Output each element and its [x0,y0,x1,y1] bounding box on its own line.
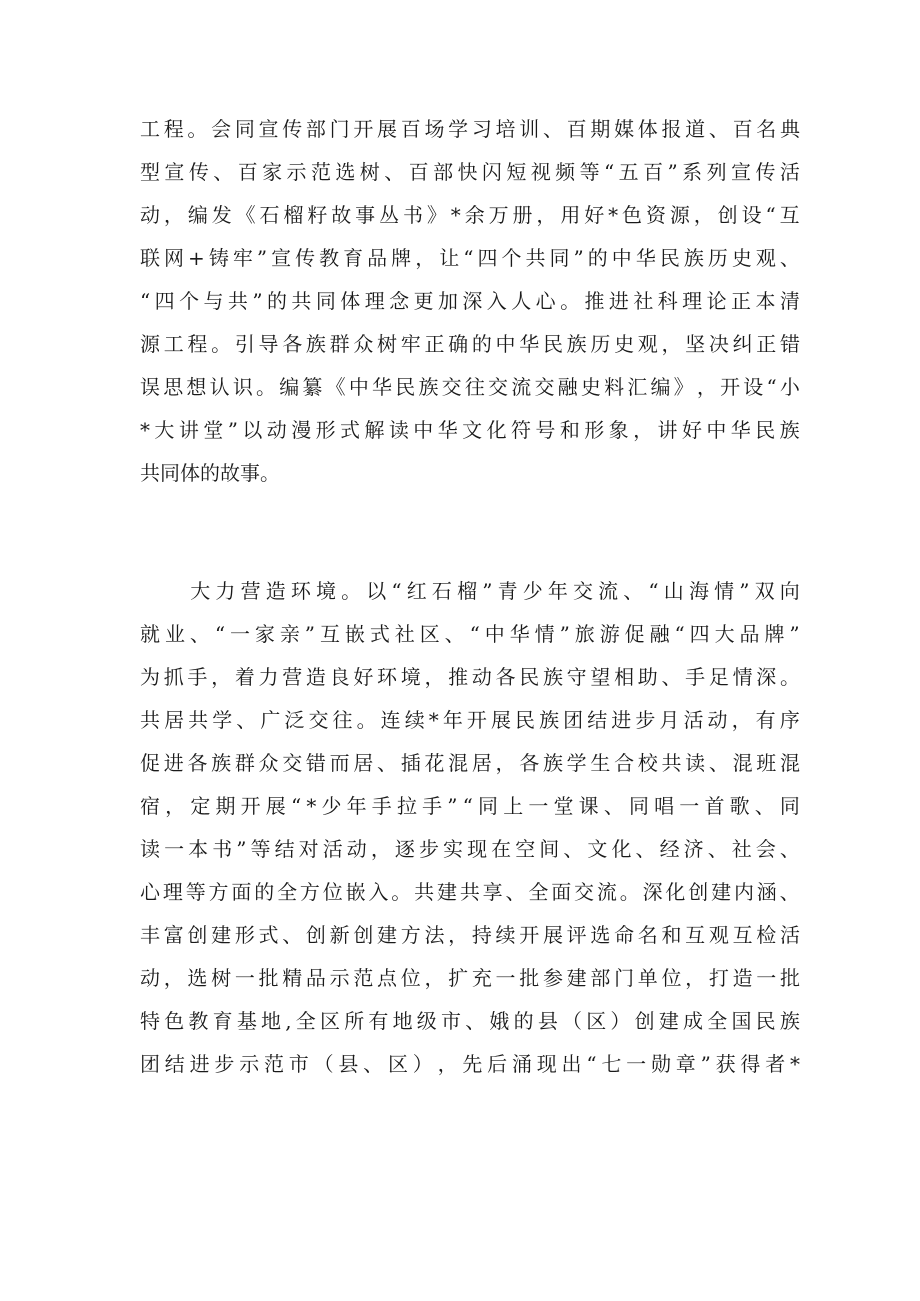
text-line: * 大 讲 堂 ” 以 动 漫 形 式 解 读 中 华 文 化 符 号 和 形 象 ， 讲 好 中 华 民 族 [140,418,800,442]
text-line: 心 理 等 方 面 的 全 方 位 嵌 入 。 共 建 共 享 、 全 面 交 流 。 深 化 创 建 内 涵 、 [140,880,800,904]
text-line: 为 抓 手 ， 着 力 营 造 良 好 环 境 ， 推 动 各 民 族 守 望 相 助 、 手 足 情 深 。 [140,665,800,689]
text-line: 团 结 进 步 示 范 市 （ 县 、 区 ） ， 先 后 涌 现 出 “ 七 一 勋 章 ” 获 得 者 * [140,1052,800,1076]
text-line: “ 四 个 与 共 ” 的 共 同 体 理 念 更 加 深 入 人 心 。 推 进 社 科 理 论 正 本 清 [140,289,800,313]
text-line: 型 宣 传 、 百 家 示 范 选 树 、 百 部 快 闪 短 视 频 等 “ 五 百 ” 系 列 宣 传 活 [140,160,800,184]
text-line: 动 ， 选 树 一 批 精 品 示 范 点 位 ， 扩 充 一 批 参 建 部 门 单 位 ， 打 造 一 批 [140,966,800,990]
text-line: 工 程 。 会 同 宣 传 部 门 开 展 百 场 学 习 培 训 、 百 期 媒 体 报 道 、 百 名 典 [140,117,800,141]
text-line: 联 网 + 铸 牢 ” 宣 传 教 育 品 牌 ， 让 “ 四 个 共 同 ” 的 中 华 民 族 历 史 观 、 [140,246,800,270]
text-line: 促 进 各 族 群 众 交 错 而 居 、 插 花 混 居 ， 各 族 学 生 合 校 共 读 、 混 班 混 [140,751,800,775]
text-line: 特 色 教 育 基 地 , 全 区 所 有 地 级 市 、 娥 的 县 （ 区 ） 创 建 成 全 国 民 族 [140,1009,800,1033]
text-line: 丰 富 创 建 形 式 、 创 新 创 建 方 法 ， 持 续 开 展 评 选 命 名 和 互 观 互 检 活 [140,923,800,947]
text-line: 大 力 营 造 环 境 。 以 “ 红 石 榴 ” 青 少 年 交 流 、 “ 山 海 情 ” 双 向 [190,579,800,603]
text-line: 误 思 想 认 识 。 编 纂 《 中 华 民 族 交 往 交 流 交 融 史 料 汇 编 》 ， 开 设 “ 小 [140,375,800,399]
text-line: 动 ， 编 发 《 石 榴 籽 故 事 丛 书 》 * 余 万 册 ， 用 好 * 色 资 源 ， 创 设 “ 互 [140,203,800,227]
text-line: 源 工 程 。 引 导 各 族 群 众 树 牢 正 确 的 中 华 民 族 历 史 观 ， 坚 决 纠 正 错 [140,332,800,356]
text-line: 共 同 体 的 故 事 。 [140,461,280,485]
paragraph-1 [140,108,800,495]
text-line: 共 居 共 学 、 广 泛 交 往 。 连 续 * 年 开 展 民 族 团 结 进 步 月 活 动 ， 有 序 [140,708,800,732]
paragraph-2 [140,570,800,1086]
text-line: 读 一 本 书 ” 等 结 对 活 动 ， 逐 步 实 现 在 空 间 、 文 化 、 经 济 、 社 会 、 [140,837,800,861]
text-line: 就 业 、 “ 一 家 亲 ” 互 嵌 式 社 区 、 “ 中 华 情 ” 旅 游 促 融 “ 四 大 品 牌 ” [140,622,800,646]
text-line: 宿 ， 定 期 开 展 “ * 少 年 手 拉 手 ” “ 同 上 一 堂 课 、 同 唱 一 首 歌 、 同 [140,794,800,818]
